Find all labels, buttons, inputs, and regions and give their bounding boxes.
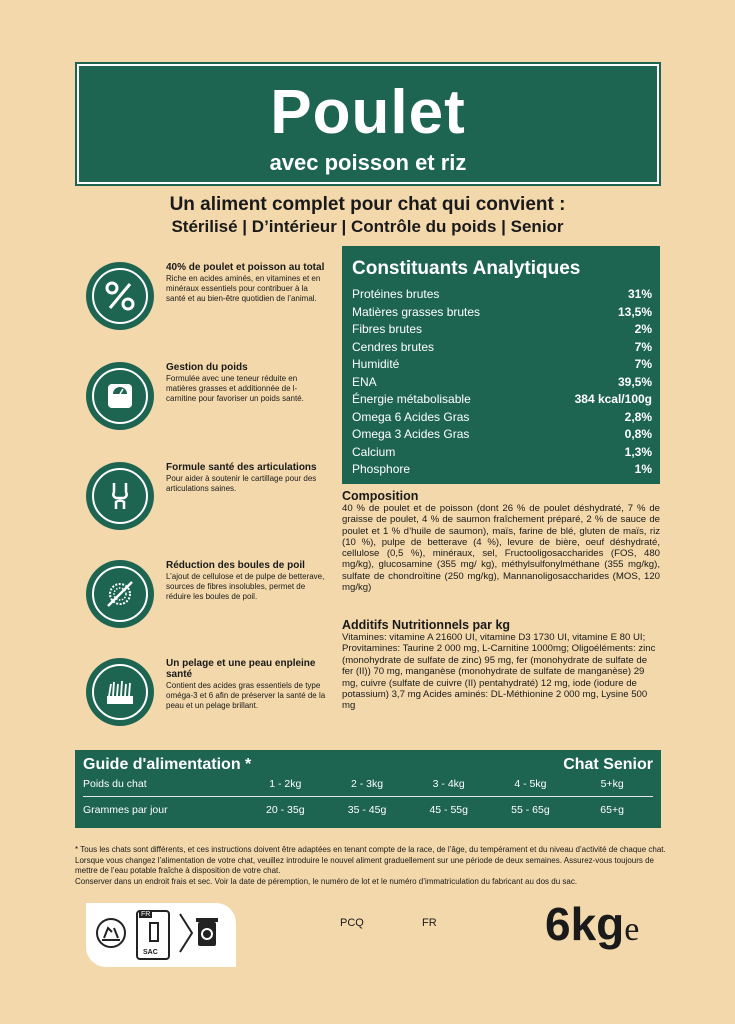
constituent-row xyxy=(352,426,652,444)
constituent-row xyxy=(352,304,652,322)
feeding-note: * Tous les chats sont différents, et ces instructions doivent être adaptées en tenant compte de la race, de l’âge, du tempérament et du niveau d’activité de chaque chat. Lorsque vous changez l’alimentation de votre chat, veuillez introduire le nouvel aliment graduellement sur une période de deux semaines. Assurez-vous toujours de mettre de l’eau potable fraîche à disposition de votre chat. xyxy=(75,845,666,876)
constituent-value: 7% xyxy=(634,357,652,371)
additives-title: Additifs Nutritionnels par kg xyxy=(342,618,511,632)
composition-title: Composition xyxy=(342,489,419,503)
constituent-label: Énergie métabolisable xyxy=(352,392,471,406)
constituent-value: 0,8% xyxy=(624,427,652,441)
constituent-value: 7% xyxy=(634,339,652,354)
constituent-value: 1% xyxy=(634,462,652,476)
additives-text: Vitamines: vitamine A 21600 UI, vitamine D3 1730 UI, vitamine E 80 UI; Provitamines: Taurine 2 000 mg, L-Carnitine 1000mg; Oligoéléments: zinc (monohydrate de sulfate de zinc) 95 mg, fer (monohydrate de sulfate de fer (II)) 70 mg, manganèse (monohydrate de sulfate de manganèse) 29 mg, cuivre (sulfate de cuivre (II) pentahydraté) 12 mg, iode (iodure de potassium) 3,7 mg Acides aminés: DL-Méthionine 2 000 mg, Lysine 500 mg xyxy=(342,632,656,712)
bag-sac-label: SAC xyxy=(143,949,158,956)
benefit-title: Gestion du poids xyxy=(166,362,248,373)
constituent-value: 31% xyxy=(627,287,652,301)
constituent-value: 39,5% xyxy=(617,374,652,389)
net-weight xyxy=(545,897,639,951)
percent-icon xyxy=(92,268,148,324)
grams-cell: 35 - 45g xyxy=(347,803,387,816)
constituent-row xyxy=(352,286,652,304)
benefit-desc: Pour aider à soutenir le cartillage pour des articulations saines. xyxy=(166,474,317,493)
constituent-label: Protéines brutes xyxy=(352,287,440,301)
constituent-label: Calcium xyxy=(352,444,396,459)
composition-section xyxy=(342,489,660,593)
net-weight-value: 6kg xyxy=(545,898,625,950)
table-row xyxy=(83,775,653,793)
benefit-weight xyxy=(86,362,326,442)
benefit-protein xyxy=(86,262,326,342)
weight-cell: 1 - 2kg xyxy=(269,778,302,790)
constituent-value: 2,8% xyxy=(624,409,652,424)
feeding-guide-table xyxy=(75,750,661,828)
constituent-label: Omega 6 Acides Gras xyxy=(352,409,470,424)
pcq-label: PCQ xyxy=(340,917,364,929)
table-row xyxy=(83,796,653,822)
weight-cell: 5+kg xyxy=(600,778,624,790)
e-mark: e xyxy=(624,911,640,948)
benefit-desc: L’ajout de cellulose et de pulpe de betterave, sources de fibres insolubles, permet de réduire les boules de poil. xyxy=(166,572,325,601)
constituent-value: 1,3% xyxy=(624,444,652,459)
tagline-main: Un aliment complet pour chat qui convient : xyxy=(169,194,566,215)
constituent-label: ENA xyxy=(352,374,377,389)
hairball-icon xyxy=(92,566,148,622)
constituent-label: Matières grasses brutes xyxy=(352,304,481,319)
constituent-row xyxy=(352,444,652,462)
grams-cell: 20 - 35g xyxy=(266,803,305,816)
weight-cell: 4 - 5kg xyxy=(514,778,547,790)
weight-cell: 3 - 4kg xyxy=(432,778,465,790)
weight-row-label: Poids du chat xyxy=(83,778,147,790)
product-title: Poulet xyxy=(270,78,466,147)
analytical-constituents-panel xyxy=(342,246,660,484)
constituent-row xyxy=(352,321,652,339)
scale-icon xyxy=(92,368,148,424)
benefit-title: Formule santé des articulations xyxy=(166,462,317,473)
benefit-desc: Contient des acides gras essentiels de type oméga-3 et 6 afin de préserver la santé de la peau et un pelage brillant. xyxy=(166,681,326,710)
additives-section xyxy=(342,618,660,712)
guide-title: Guide d'alimentation * xyxy=(83,756,252,773)
benefit-hairball xyxy=(86,560,326,640)
benefit-title: Réduction des boules de poil xyxy=(166,560,305,571)
benefit-desc: Riche en acides aminés, en vitamines et en minéraux essentiels pour contribuer à la santé et au bien-être quotidien de l’animal. xyxy=(166,274,321,303)
constituent-value: 13,5% xyxy=(617,304,652,319)
constituent-row xyxy=(352,374,652,392)
benefit-title: 40% de poulet et poisson au total xyxy=(166,262,325,273)
constituent-value: 384 kcal/100g xyxy=(574,392,652,406)
recycle-bin-icon xyxy=(178,910,224,961)
footnote xyxy=(75,845,675,887)
constituent-row xyxy=(352,409,652,427)
guide-target: Chat Senior xyxy=(563,756,653,773)
grams-cell: 65+g xyxy=(600,803,624,816)
recycling-info xyxy=(86,903,236,967)
benefit-desc: Formulée avec une teneur réduite en matières grasses et additionnée de l-carnitine pour favoriser un poids santé. xyxy=(166,374,304,403)
constituent-label: Fibres brutes xyxy=(352,322,423,336)
constituent-label: Cendres brutes xyxy=(352,339,435,354)
language-label: FR xyxy=(422,917,437,929)
constituent-row xyxy=(352,339,652,357)
triman-icon xyxy=(94,916,128,955)
joint-icon xyxy=(92,468,148,524)
constituent-label: Omega 3 Acides Gras xyxy=(352,427,470,441)
grams-row-label: Grammes par jour xyxy=(83,803,168,816)
constituent-value: 2% xyxy=(634,322,652,336)
benefit-joints xyxy=(86,462,326,542)
title-banner xyxy=(75,62,661,186)
benefit-title: Un pelage et une peau enpleine santé xyxy=(166,658,316,680)
constituent-row xyxy=(352,461,652,479)
constituent-label: Humidité xyxy=(352,357,400,371)
benefit-coat xyxy=(86,658,326,738)
bag-icon xyxy=(136,910,170,960)
grams-cell: 55 - 65g xyxy=(511,803,550,816)
storage-note: Conserver dans un endroit frais et sec. Voir la date de péremption, le numéro de lot et le numéro d’immatriculation du fabricant au dos du sac. xyxy=(75,876,578,886)
constituent-label: Phosphore xyxy=(352,462,411,476)
composition-text: 40 % de poulet et de poisson (dont 26 % de poulet déshydraté, 7 % de graisse de poulet, 4 % de saumon fraîchement préparé, 2 % de sauce de poulet et 1 % d’huile de saumon), maïs, farine de blé, gluten de maïs, riz (10 %), pulpe de betterave (4 %), levure de bière, oeuf déshydraté, cellulose (0,5 %), minéraux, sel, Fructooligosaccharides (FOS, 480 mg/kg), glucosamine (355 mg/ kg), méthylsulfonylméthane (355 mg/kg), sulfate de chondroïtine (250 mg/kg), Mannanoligosaccharides (MOS, 120 mg/kg) xyxy=(342,503,660,594)
product-subtitle: avec poisson et riz xyxy=(269,150,467,175)
constituents-title: Constituants Analytiques xyxy=(352,258,581,279)
tagline-suitability: Stérilisé | D’intérieur | Contrôle du poids | Senior xyxy=(171,217,564,236)
fur-icon xyxy=(92,664,148,720)
constituent-row xyxy=(352,391,652,409)
bag-fr-label: FR xyxy=(141,911,151,918)
grams-cell: 45 - 55g xyxy=(429,803,468,816)
constituent-row xyxy=(352,356,652,374)
weight-cell: 2 - 3kg xyxy=(350,778,384,790)
